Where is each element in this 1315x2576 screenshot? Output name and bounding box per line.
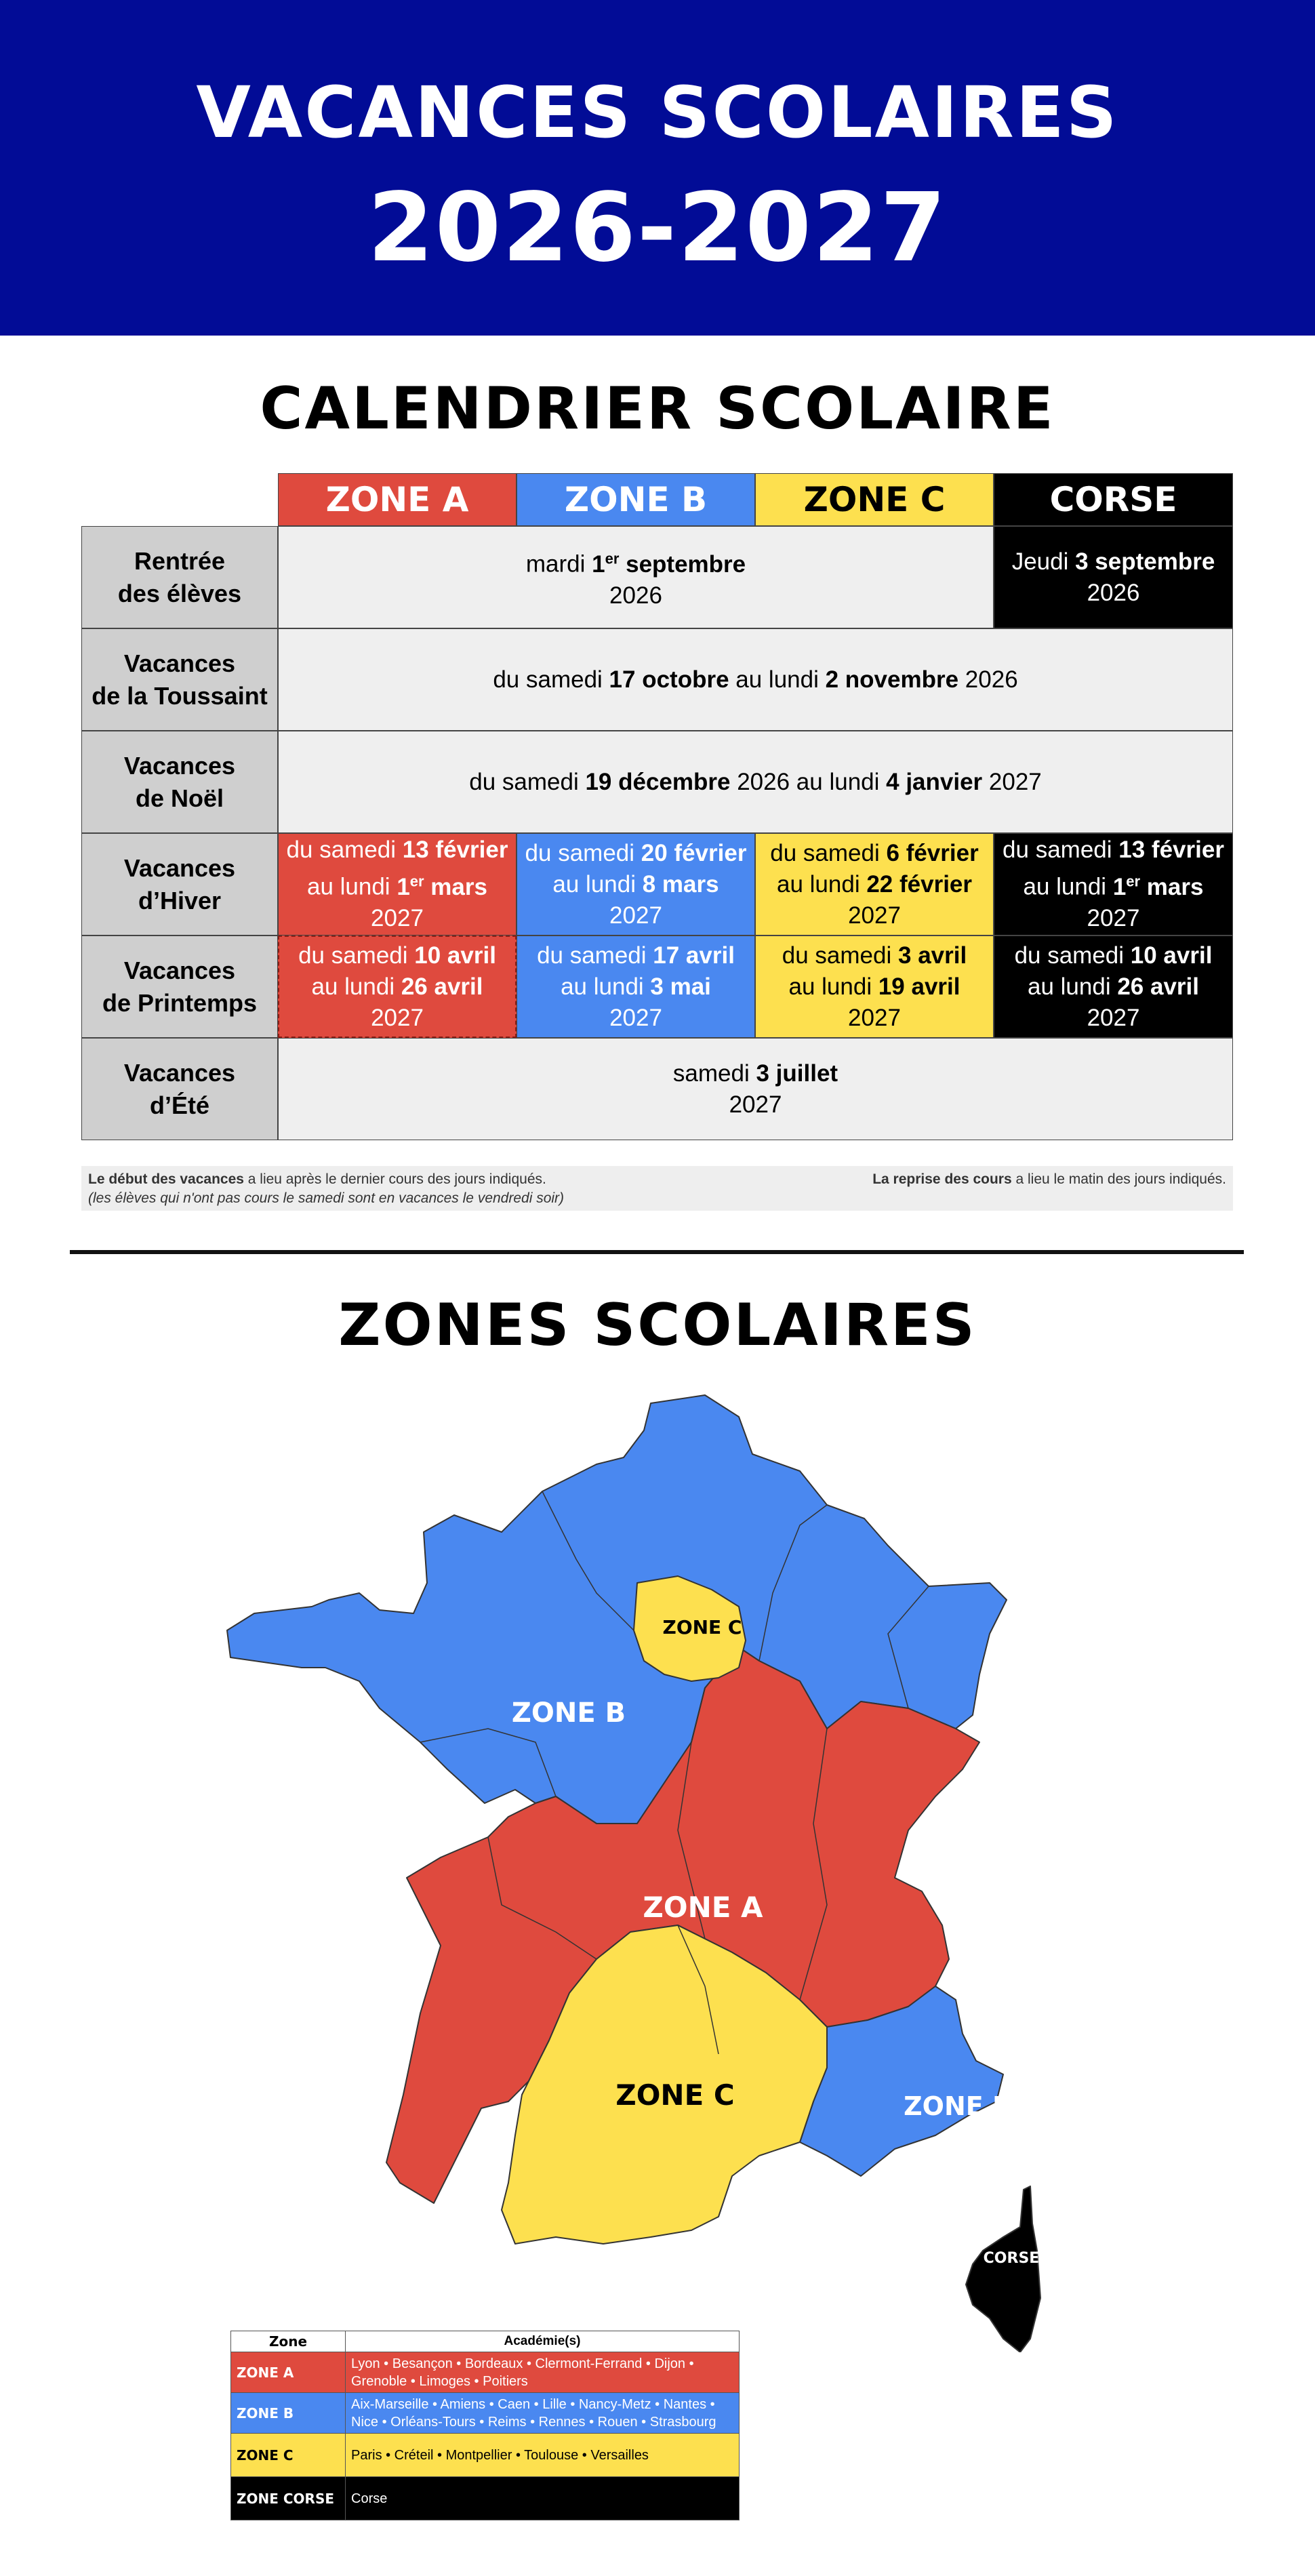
legend-zone: ZONE C: [231, 2434, 346, 2477]
section-divider: [70, 1250, 1244, 1254]
note-resume: La reprise des cours a lieu le matin des jours indiqués.: [872, 1171, 1226, 1187]
row-label: Vacances d’Hiver: [81, 833, 278, 935]
hiver-zone-a: du samedi 13 février au lundi 1er mars 2027: [278, 833, 517, 935]
legend-row: [231, 2477, 740, 2520]
printemps-zone-a: du samedi 10 avril au lundi 26 avril 2027: [278, 935, 517, 1038]
zone-a-header: ZONE A: [278, 473, 517, 526]
map-label-zone-a: ZONE A: [643, 1891, 763, 1924]
calendar-table: [81, 473, 1233, 1140]
map-label-zone-c-paris: ZONE C: [662, 1616, 742, 1638]
calendar-note: [81, 1166, 1233, 1211]
legend-row: [231, 2434, 740, 2477]
row-label: Vacances d’Été: [81, 1038, 278, 1140]
hiver-zone-c: du samedi 6 février au lundi 22 février 2027: [755, 833, 994, 935]
corse-header: CORSE: [994, 473, 1233, 526]
zone-c-header: ZONE C: [755, 473, 994, 526]
legend-header-zone: Zone: [231, 2331, 346, 2352]
printemps-corse: du samedi 10 avril au lundi 26 avril 2027: [994, 935, 1233, 1038]
zone-header-row: [81, 473, 1233, 526]
row-printemps: [81, 935, 1233, 1038]
row-hiver: [81, 833, 1233, 935]
row-label: Vacances de Printemps: [81, 935, 278, 1038]
legend-row: [231, 2393, 740, 2434]
legend-academies: Lyon • Besançon • Bordeaux • Clermont-Ferrand • Dijon • Grenoble • Limoges • Poitiers: [346, 2352, 740, 2393]
toussaint-all: du samedi 17 octobre au lundi 2 novembre 2026: [278, 628, 1233, 731]
map-label-zone-c-south: ZONE C: [615, 2078, 735, 2112]
row-ete: [81, 1038, 1233, 1140]
legend-row: [231, 2352, 740, 2393]
page-title: VACANCES SCOLAIRES: [196, 71, 1119, 154]
row-toussaint: [81, 628, 1233, 731]
zone-b-header: ZONE B: [517, 473, 755, 526]
page-year: 2026-2027: [367, 173, 948, 283]
noel-all: du samedi 19 décembre 2026 au lundi 4 janvier 2027: [278, 731, 1233, 833]
legend-academies: Corse: [346, 2477, 740, 2520]
france-zones-map: [217, 1390, 1098, 2352]
map-label-zone-b-west: ZONE B: [511, 1697, 626, 1729]
row-label: Vacances de Noël: [81, 731, 278, 833]
row-rentree: [81, 526, 1233, 628]
map-label-corse: CORSE: [983, 2250, 1040, 2267]
map-label-zone-b-south: ZONE B: [904, 2091, 1012, 2121]
legend-academies: Paris • Créteil • Montpellier • Toulouse • Versailles: [346, 2434, 740, 2477]
legend-zone: ZONE B: [231, 2393, 346, 2434]
legend-header-academies: Académie(s): [346, 2331, 740, 2352]
hiver-corse: du samedi 13 février au lundi 1er mars 2027: [994, 833, 1233, 935]
zones-legend-table: [230, 2331, 740, 2520]
legend-zone: ZONE CORSE: [231, 2477, 346, 2520]
note-start: Le début des vacances a lieu après le dernier cours des jours indiqués.: [88, 1171, 546, 1187]
row-label: Vacances de la Toussaint: [81, 628, 278, 731]
row-label: Rentrée des élèves: [81, 526, 278, 628]
legend-header-row: [231, 2331, 740, 2352]
hero-banner: [0, 0, 1315, 336]
corse-region: [966, 2186, 1040, 2352]
note-saturday: (les élèves qui n'ont pas cours le samedi sont en vacances le vendredi soir): [88, 1190, 565, 1206]
printemps-zone-c: du samedi 3 avril au lundi 19 avril 2027: [755, 935, 994, 1038]
legend-academies: Aix-Marseille • Amiens • Caen • Lille • Nancy-Metz • Nantes • Nice • Orléans-Tours • Reims • Rennes • Rouen • Strasbourg: [346, 2393, 740, 2434]
calendar-title: CALENDRIER SCOLAIRE: [260, 375, 1055, 443]
ete-all: samedi 3 juillet 2027: [278, 1038, 1233, 1140]
hiver-zone-b: du samedi 20 février au lundi 8 mars 2027: [517, 833, 755, 935]
legend-zone: ZONE A: [231, 2352, 346, 2393]
printemps-zone-b: du samedi 17 avril au lundi 3 mai 2027: [517, 935, 755, 1038]
zones-title: ZONES SCOLAIRES: [338, 1291, 977, 1359]
row-noel: [81, 731, 1233, 833]
rentree-abc: mardi 1er septembre 2026: [278, 526, 994, 628]
rentree-corse: Jeudi 3 septembre 2026: [994, 526, 1233, 628]
